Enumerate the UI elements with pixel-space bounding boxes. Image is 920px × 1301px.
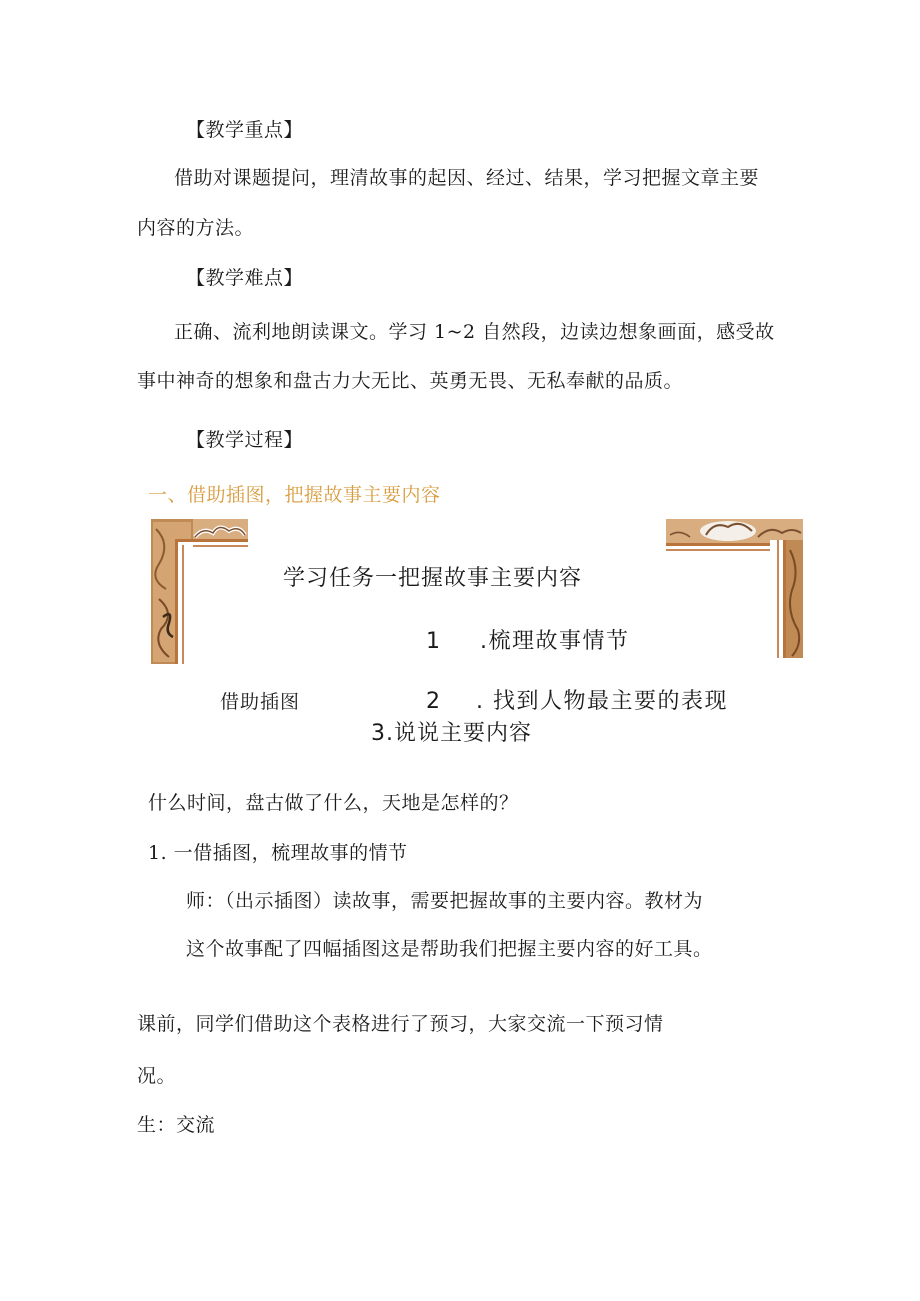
process-heading: 【教学过程】 xyxy=(186,429,304,451)
teacher-line-2: 这个故事配了四幅插图这是帮助我们把握主要内容的好工具。 xyxy=(186,938,713,960)
student-response: 生：交流 xyxy=(137,1114,216,1136)
slide-item-2-text: . 找到人物最主要的表现 xyxy=(476,689,728,714)
slide-item-1-text: .梳理故事情节 xyxy=(480,629,630,654)
key-points-line-1: 借助对课题提问，理清故事的起因、经过、结果，学习把握文章主要 xyxy=(174,167,760,189)
difficulties-line-1: 正确、流利地朗读课文。学习 1~2 自然段，边读边想象画面，感受故 xyxy=(174,321,775,343)
left-cloud-ornament xyxy=(193,519,248,555)
section-1-title: 一、借助插图，把握故事主要内容 xyxy=(148,484,441,506)
preview-paragraph-line-1: 课前，同学们借助这个表格进行了预习，大家交流一下预习情 xyxy=(137,1013,664,1035)
right-frame-decoration xyxy=(770,540,803,658)
slide-title: 学习任务一把握故事主要内容 xyxy=(283,566,583,591)
slide-item-1-number: 1 xyxy=(426,629,441,654)
difficulties-line-2: 事中神奇的想象和盘古力大无比、英勇无畏、无私奉献的品质。 xyxy=(137,370,684,392)
preview-paragraph-line-2: 况。 xyxy=(137,1065,177,1087)
left-frame-decoration xyxy=(151,519,193,664)
slide-item-3-text: 3.说说主要内容 xyxy=(371,721,532,746)
teacher-line-1: 师：（出示插图）读故事，需要把握故事的主要内容。教材为 xyxy=(186,890,704,912)
key-points-heading: 【教学重点】 xyxy=(186,119,304,141)
guiding-question: 什么时间，盘古做了什么，天地是怎样的？ xyxy=(148,792,519,814)
key-points-line-2: 内容的方法。 xyxy=(137,217,255,239)
slide-item-2-number: 2 xyxy=(426,689,441,714)
difficulties-heading: 【教学难点】 xyxy=(186,267,304,289)
step-1-title: 1. 一借插图，梳理故事的情节 xyxy=(148,842,408,864)
slide-left-label: 借助插图 xyxy=(220,691,301,713)
